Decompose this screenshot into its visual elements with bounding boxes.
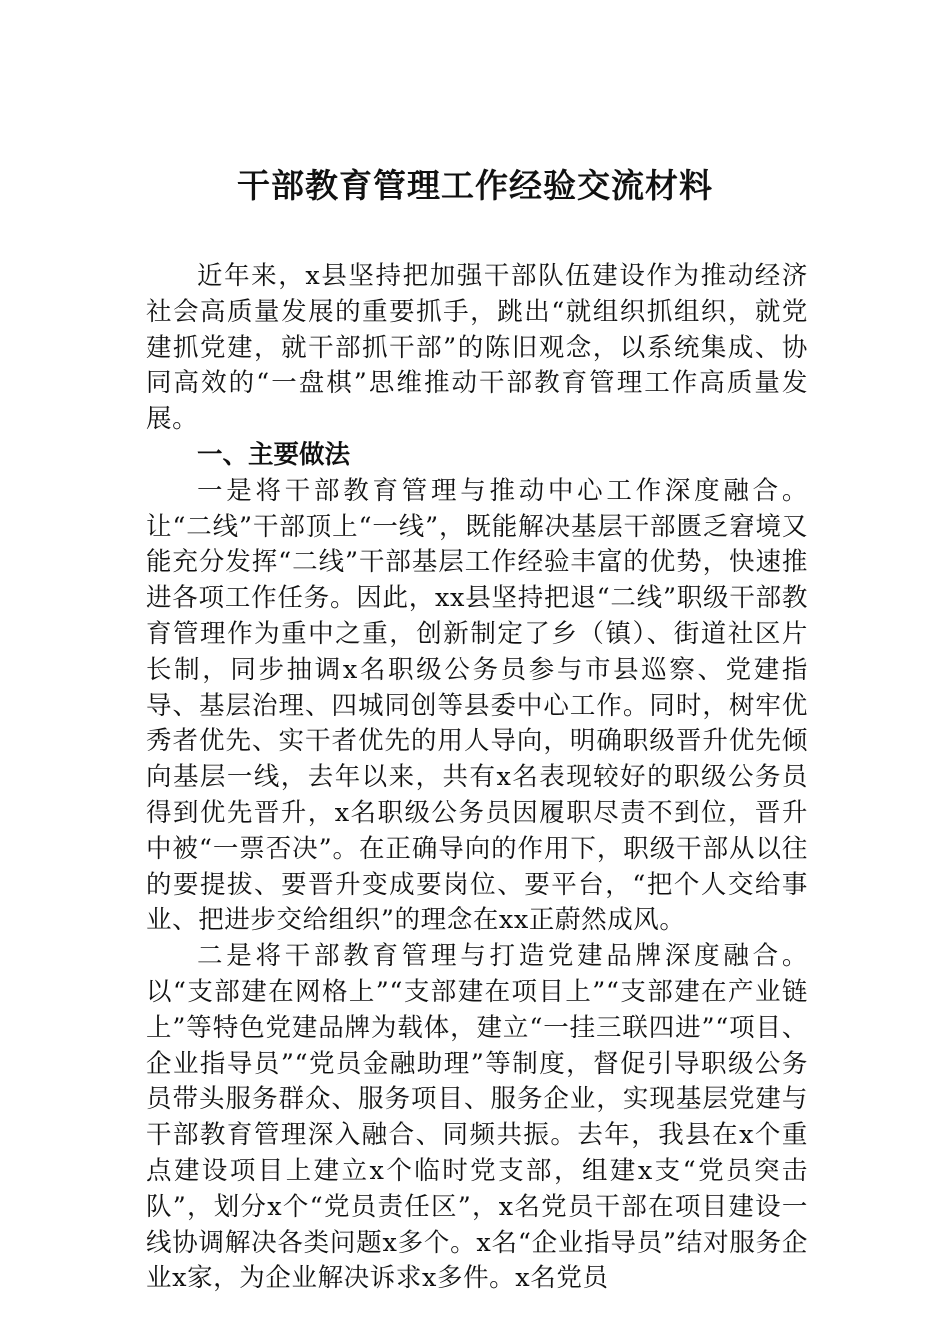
paragraph-2: 二是将干部教育管理与打造党建品牌深度融合。以“支部建在网格上”“支部建在项目上”“支部建在产业链上”等特色党建品牌为载体，建立“一挂三联四进”“项目、企业指导员”“党员金融助理”等制度，督促引导职级公务员带头服务群众、服务项目、服务企业，实现基层党建与干部教育管理深入融合、同频共振。去年，我县在x个重点建设项目上建立x个临时党支部，组建x支“党员突击队”，划分x个“党员责任区”，x名党员干部在项目建设一线协调解决各类问题x多个。x名“企业指导员”结对服务企业x家，为企业解决诉求x多件。x名党员 <box>146 941 808 1294</box>
section-heading: 一、主要做法 <box>197 439 351 470</box>
intro-paragraph: 近年来，x县坚持把加强干部队伍建设作为推动经济社会高质量发展的重要抓手，跳出“就组织抓组织，就党建抓党建，就干部抓干部”的陈旧观念，以系统集成、协同高效的“一盘棋”思维推动干部教育管理工作高质量发展。 <box>146 261 808 435</box>
document-title: 干部教育管理工作经验交流材料 <box>237 166 713 205</box>
paragraph-1: 一是将干部教育管理与推动中心工作深度融合。让“二线”干部顶上“一线”，既能解决基层干部匮乏窘境又能充分发挥“二线”干部基层工作经验丰富的优势，快速推进各项工作任务。因此，xx县坚持把退“二线”职级干部教育管理作为重中之重，创新制定了乡（镇）、街道社区片长制，同步抽调x名职级公务员参与市县巡察、党建指导、基层治理、四城同创等县委中心工作。同时，树牢优秀者优先、实干者优先的用人导向，明确职级晋升优先倾向基层一线，去年以来，共有x名表现较好的职级公务员得到优先晋升，x名职级公务员因履职尽责不到位，晋升中被“一票否决”。在正确导向的作用下，职级干部从以往的要提拔、要晋升变成要岗位、要平台，“把个人交给事业、把进步交给组织”的理念在xx正蔚然成风。 <box>146 475 808 936</box>
document-body <box>146 259 808 1297</box>
